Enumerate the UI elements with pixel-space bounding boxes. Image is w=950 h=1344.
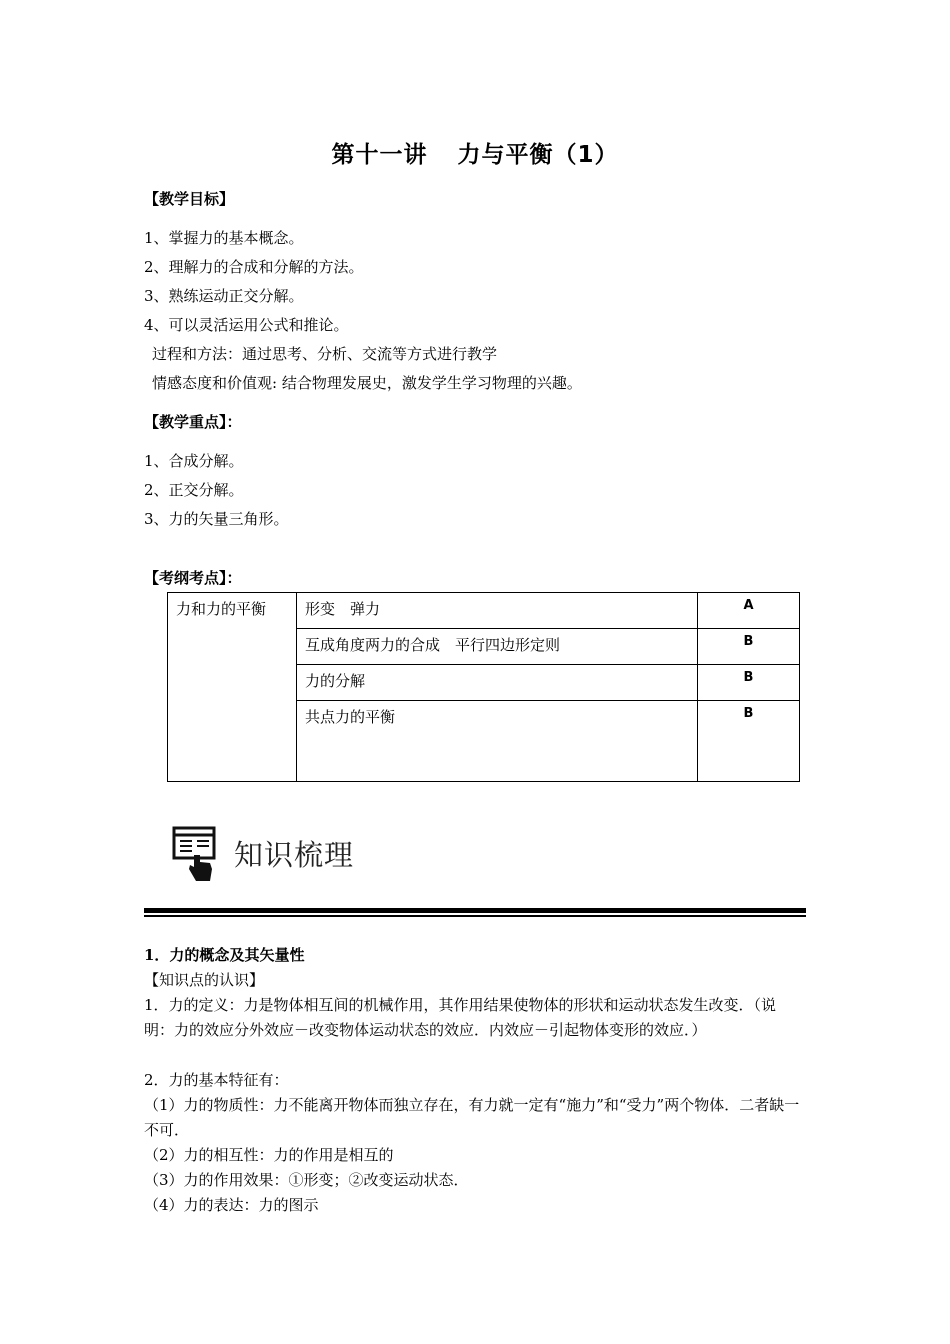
syllabus-heading: 【考纲考点】： (144, 569, 242, 587)
objectives-heading: 【教学目标】 (144, 190, 235, 208)
features-intro: 2．力的基本特征有： (144, 1071, 289, 1089)
knowledge-subheading: 【知识点的认识】 (144, 971, 265, 989)
objective-item-4: 4、可以灵活运用公式和推论。 (144, 316, 349, 334)
lecture-number: 第十一讲 (331, 142, 428, 168)
syllabus-topic: 力的分解 (297, 665, 698, 701)
key-points-heading: 【教学重点】： (144, 413, 242, 431)
syllabus-table (167, 592, 800, 782)
process-and-method: 过程和方法：通过思考、分析、交流等方式进行教学 (152, 345, 498, 363)
syllabus-topic: 形变 弹力 (297, 593, 698, 629)
banner-label: 知识梳理 (234, 838, 355, 872)
syllabus-topic: 互成角度两力的合成 平行四边形定则 (297, 629, 698, 665)
page-title (0, 136, 950, 169)
emotion-and-values: 情感态度和价值观: 结合物理发展史，激发学生学习物理的兴趣。 (152, 374, 582, 392)
syllabus-level: B (698, 665, 800, 701)
section-title: 1．力的概念及其矢量性 (144, 946, 305, 964)
syllabus-level: B (698, 629, 800, 665)
feature-item-4: （4）力的表达：力的图示 (144, 1196, 319, 1214)
objective-item-2: 2、理解力的合成和分解的方法。 (144, 258, 364, 276)
syllabus-level: B (698, 701, 800, 782)
key-point-item-3: 3、力的矢量三角形。 (144, 510, 289, 528)
feature-item-2: （2）力的相互性：力的作用是相互的 (144, 1146, 394, 1164)
table-row (168, 593, 800, 629)
force-definition: 1．力的定义：力是物体相互间的机械作用，其作用结果使物体的形状和运动状态发生改变．（说明：力的效应分外效应－改变物体运动状态的效应．内效应－引起物体变形的效应．） (144, 996, 777, 1039)
syllabus-level: A (698, 593, 800, 629)
feature-item-3: （3）力的作用效果：①形变；②改变运动状态． (144, 1171, 469, 1189)
objective-item-1: 1、掌握力的基本概念。 (144, 229, 304, 247)
key-point-item-2: 2、正交分解。 (144, 481, 244, 499)
feature-item-1: （1）力的物质性：力不能离开物体而独立存在，有力就一定有“施力”和“受力”两个物体．二者缺一不可． (144, 1096, 800, 1139)
syllabus-category: 力和力的平衡 (168, 593, 297, 782)
divider-thin (144, 915, 806, 917)
divider-thick (144, 908, 806, 913)
document-pointer-icon (170, 825, 220, 883)
syllabus-topic: 共点力的平衡 (297, 701, 698, 782)
lecture-topic: 力与平衡（1） (457, 142, 619, 168)
knowledge-review-banner (170, 825, 470, 885)
key-point-item-1: 1、合成分解。 (144, 452, 244, 470)
objective-item-3: 3、熟练运动正交分解。 (144, 287, 304, 305)
